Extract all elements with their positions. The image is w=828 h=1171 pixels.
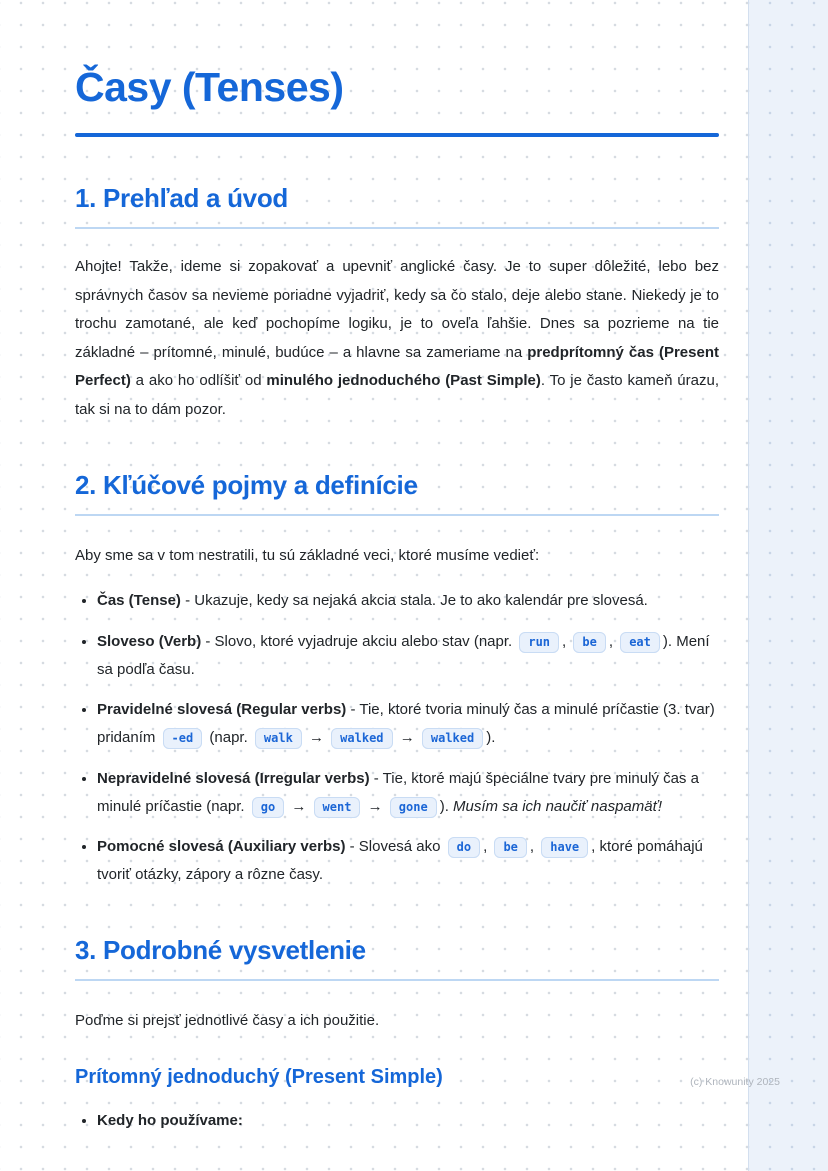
code-chip: run [519, 632, 559, 653]
text-run: → [304, 729, 329, 746]
text-run: . To je často kameň úrazu, tak si na to dám pozor. [75, 372, 719, 418]
code-chip: be [573, 632, 605, 653]
text-run: , [529, 838, 539, 856]
subsection-heading-present-simple: Prítomný jednoduchý (Present Simple) [75, 1065, 443, 1088]
text-run: ). [439, 797, 454, 815]
text-run: ). Mení sa podľa času. [97, 632, 710, 678]
list-item-when-to-use [97, 1107, 719, 1135]
text-run: - Slovo, ktoré vyjadruje akciu alebo stav (napr. [201, 632, 517, 650]
text-run: Pomocné slovesá (Auxiliary verbs) [97, 838, 346, 856]
code-chip: eat [620, 632, 660, 653]
code-chip: do [448, 837, 480, 858]
text-run: predprítomný čas (Present Perfect) [75, 343, 719, 389]
text-run: - Slovesá ako [345, 838, 445, 856]
text-run: → [363, 797, 387, 815]
text-run: Kedy ho používame: [97, 1111, 243, 1129]
present-simple-list [75, 1107, 719, 1135]
code-chip: gone [390, 797, 437, 818]
section-2-intro: Aby sme sa v tom nestratili, tu sú základné veci, ktoré musíme vedieť: [75, 547, 540, 564]
text-run: Musím sa ich naučiť naspamäť! [453, 797, 663, 815]
code-chip: walk [255, 728, 302, 749]
text-run: → [395, 729, 419, 746]
text-run: Sloveso (Verb) [97, 632, 202, 650]
text-run: , [483, 838, 492, 856]
code-chip: go [252, 797, 284, 818]
text-run: Ahojte! Takže, ideme si zopakovať a upevniť anglické časy. Je to super dôležité, lebo bez správnych časov sa nevieme poriadne vyjadriť, kedy sa čo stalo, deje alebo stane. Niekedy je to trochu zamotané, ale keď pochopíme logiku, je to oveľa ľahšie. Dnes sa pozrieme na tie základné – prítomné, minulé, budúce – a hlavne sa zameriame na [75, 258, 719, 361]
text-run: , [608, 632, 618, 650]
footer-credit: (c) Knowunity 2025 [690, 1076, 780, 1088]
code-chip: walked [422, 728, 483, 749]
page-title: Časy (Tenses) [75, 64, 344, 110]
text-run: - Tie, ktoré tvoria minulý čas a minulé príčastie (3. tvar) pridaním [97, 701, 715, 746]
section-1-paragraph [75, 253, 719, 424]
text-run: ). [486, 729, 496, 746]
key-terms-list [75, 587, 719, 889]
text-run: a ako ho odlíšiť od [130, 372, 267, 389]
section-3-intro: Poďme si prejsť jednotlivé časy a ich použitie. [75, 1011, 380, 1029]
section-1-heading: 1. Prehľad a úvod [75, 183, 719, 229]
text-run: minulého jednoduchého (Past Simple) [266, 372, 541, 389]
text-run: → [287, 797, 311, 815]
text-run: (napr. [205, 729, 252, 746]
code-chip: walked [331, 728, 392, 749]
code-chip: went [314, 797, 361, 818]
section-2-heading: 2. Kľúčové pojmy a definície [75, 470, 719, 516]
list-item-tense [97, 587, 719, 615]
list-item-irregular-verbs [97, 765, 719, 821]
text-run: Čas (Tense) [97, 592, 181, 609]
text-run: - Tie, ktoré majú špeciálne tvary pre minulý čas a minulé príčastie (napr. [97, 769, 699, 815]
document-content [75, 64, 719, 1148]
code-chip: be [494, 837, 526, 858]
list-item-verb [97, 628, 719, 684]
text-run: , ktoré pomáhajú tvoriť otázky, zápory a rôzne časy. [97, 838, 703, 883]
section-3-heading: 3. Podrobné vysvetlenie [75, 935, 719, 981]
code-chip: -ed [163, 728, 203, 749]
text-run: - Ukazuje, kedy sa nejaká akcia stala. Je to ako kalendár pre slovesá. [180, 592, 648, 609]
text-run: , [562, 632, 571, 650]
text-run: Nepravidelné slovesá (Irregular verbs) [97, 769, 370, 787]
list-item-auxiliary-verbs [97, 833, 719, 889]
text-run: Pravidelné slovesá (Regular verbs) [97, 701, 347, 719]
code-chip: have [541, 837, 588, 858]
page-margin-strip [748, 0, 828, 1171]
title-divider [75, 133, 719, 137]
list-item-regular-verbs [97, 696, 719, 752]
